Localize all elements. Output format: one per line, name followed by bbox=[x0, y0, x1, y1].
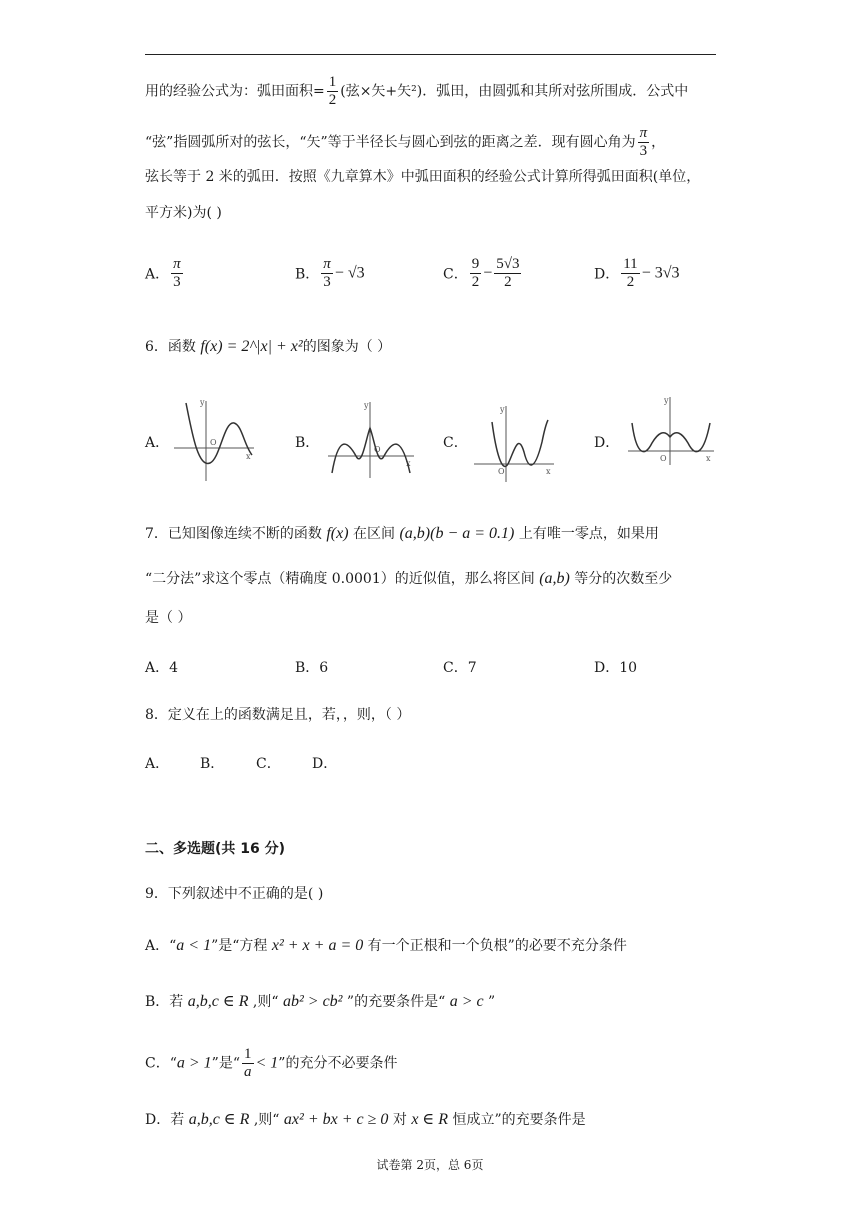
svg-text:y: y bbox=[200, 398, 205, 407]
svg-text:O: O bbox=[498, 467, 505, 476]
q7-line-2: “二分法”求这个零点（精确度 0.0001）的近似值，那么将区间 (a,b) 等分的次数至少 bbox=[145, 570, 673, 587]
q6-option-b[interactable]: B． bbox=[295, 435, 320, 451]
q6-graph-b bbox=[326, 398, 416, 480]
svg-text:O: O bbox=[210, 438, 217, 447]
q5-text: 用的经验公式为：弧田面积= bbox=[145, 83, 325, 100]
q7-line-1: 7．已知图像连续不断的函数 f(x) 在区间 (a,b)(b − a = 0.1) 上有唯一零点，如果用 bbox=[145, 525, 659, 542]
q9-option-b[interactable]: B．若 a,b,c ∈ R ,则“ ab² > cb² ”的充要条件是“ a > c ” bbox=[145, 993, 496, 1010]
q5-line-4: 平方米)为( ) bbox=[145, 205, 222, 221]
q5-option-c[interactable]: C． $\frac{9}{2}$ − $\frac{5√3}{2}$ bbox=[443, 256, 520, 290]
q5-angle-fraction: $\frac{\pi}{3}$ bbox=[639, 125, 648, 159]
q6-graph-d bbox=[626, 393, 716, 467]
q9-option-a[interactable]: A．“a < 1”是“方程 x² + x + a = 0 有一个正根和一个负根”的必要不充分条件 bbox=[145, 937, 627, 954]
svg-text:O: O bbox=[374, 445, 381, 454]
q7-option-c[interactable]: C．7 bbox=[443, 660, 477, 676]
q5-option-b[interactable]: B． $\frac{\pi}{3}$ − √3 bbox=[295, 256, 365, 290]
svg-text:x: x bbox=[406, 459, 411, 468]
q8-option-b[interactable]: B． bbox=[200, 756, 225, 772]
q7-option-b[interactable]: B．6 bbox=[295, 660, 329, 676]
q6-option-a[interactable]: A． bbox=[145, 435, 170, 451]
q5-half-fraction: $\frac{1}{2}$ bbox=[328, 74, 337, 108]
q5-option-a[interactable]: A． $\frac{\pi}{3}$ bbox=[145, 256, 181, 290]
q6-option-d[interactable]: D． bbox=[594, 435, 620, 451]
q6-graph-a bbox=[172, 393, 256, 483]
q8-option-d[interactable]: D． bbox=[312, 756, 338, 772]
q8-stem: 8．定义在上的函数满足且，若，，则，（ ） bbox=[145, 707, 411, 723]
q7-option-a[interactable]: A．4 bbox=[145, 660, 179, 676]
q9-option-d[interactable]: D．若 a,b,c ∈ R ,则“ ax² + bx + c ≥ 0 对 x ∈ R 恒成立”的充要条件是 bbox=[145, 1111, 586, 1128]
q7-line-3: 是（ ） bbox=[145, 610, 192, 626]
q5-text: “弦”指圆弧所对的弦长，“矢”等于半径长与圆心到弦的距离之差．现有圆心角为 bbox=[145, 134, 636, 151]
svg-text:y: y bbox=[664, 396, 669, 405]
q9-option-c[interactable]: C．“a > 1”是“ $\frac{1}{a}$ < 1”的充分不必要条件 bbox=[145, 1046, 398, 1080]
q5-line-1 bbox=[145, 74, 688, 109]
header-rule bbox=[145, 54, 716, 55]
q6-stem: 6．函数 f(x) = 2^|x| + x²的图象为（ ） bbox=[145, 338, 392, 355]
q9-stem: 9．下列叙述中不正确的是( ) bbox=[145, 886, 324, 902]
svg-text:x: x bbox=[246, 452, 251, 461]
section-title: 二、多选题(共 16 分) bbox=[145, 841, 286, 857]
svg-text:y: y bbox=[500, 405, 505, 414]
svg-text:O: O bbox=[660, 454, 667, 463]
q6-option-c[interactable]: C． bbox=[443, 435, 468, 451]
svg-text:y: y bbox=[364, 401, 369, 410]
q8-option-a[interactable]: A． bbox=[145, 756, 170, 772]
q5-text: (弦×矢+矢²)．弧田，由圆弧和其所对弦所围成．公式中 bbox=[340, 83, 689, 100]
q5-line-2: “弦”指圆弧所对的弦长，“矢”等于半径长与圆心到弦的距离之差．现有圆心角为 $\frac{\pi}{3}$ ， bbox=[145, 125, 666, 159]
q7-option-d[interactable]: D．10 bbox=[594, 660, 638, 676]
q5-option-d[interactable]: D． $\frac{11}{2}$ − 3√3 bbox=[594, 256, 680, 290]
q6-formula: f(x) = 2^|x| + x² bbox=[200, 338, 303, 355]
q8-option-c[interactable]: C． bbox=[256, 756, 281, 772]
svg-text:x: x bbox=[706, 454, 711, 463]
svg-text:x: x bbox=[546, 467, 551, 476]
page-footer: 试卷第 2页，总 6页 bbox=[376, 1158, 484, 1172]
q5-line-3: 弦长等于 2 米的弧田．按照《九章算木》中弧田面积的经验公式计算所得弧田面积(单位， bbox=[145, 169, 701, 185]
q6-graph-c bbox=[472, 402, 556, 484]
